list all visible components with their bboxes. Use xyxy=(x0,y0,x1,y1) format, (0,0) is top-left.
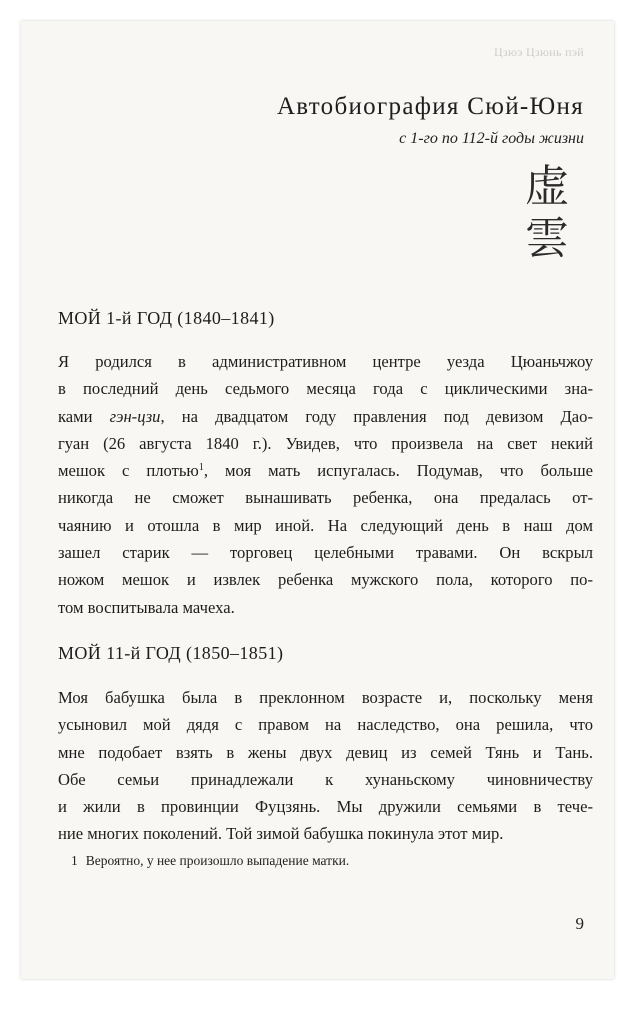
section-heading-year-11: МОЙ 11-й ГОД (1850–1851) xyxy=(58,643,284,663)
text-line: мне подобает взять в жены двух девиц из семей Тянь и Тань. xyxy=(58,742,593,762)
text-line: Моя бабушка была в преклонном возрасте и, поскольку меня xyxy=(58,688,593,707)
text-line: в последний день седьмого месяца года с циклическими зна- xyxy=(58,379,593,399)
chapter-title: Автобиография Сюй-Юня xyxy=(276,93,584,120)
running-head: Цзюэ Цзюнь пэй xyxy=(494,45,584,59)
italic-term: гэн-цзи xyxy=(109,406,161,426)
text-line: Я родился в административном центре уезда Цюаньчжоу xyxy=(58,352,593,371)
footnote xyxy=(71,853,349,869)
chinese-name-glyphs xyxy=(522,161,572,265)
text-line: ножом мешок и извлек ребенка мужского пола, которого по- xyxy=(58,570,593,590)
glyph-yun: 雲 xyxy=(525,213,569,264)
footnote-reference[interactable]: 1 xyxy=(198,462,204,474)
text-line: и жили в провинции Фуцзянь. Мы дружили семьями в тече- xyxy=(58,797,593,817)
footnote-text: Вероятно, у нее произошло выпадение матки. xyxy=(85,853,350,868)
text-line: зашел старик — торговец целебными травами. Он вскрыл xyxy=(58,543,593,563)
glyph-xu: 虚 xyxy=(525,161,569,212)
text-line: ками гэн-цзи, на двадцатом году правления под девизом Дао- xyxy=(58,406,593,426)
paragraph-year-1 xyxy=(58,348,593,621)
section-heading-year-1: МОЙ 1-й ГОД (1840–1841) xyxy=(58,308,275,328)
footnote-number: 1 xyxy=(71,853,78,868)
chapter-subtitle: с 1-го по 112-й годы жизни xyxy=(399,130,584,147)
text-line: никогда не сможет вынашивать ребенка, она предалась от- xyxy=(58,488,593,508)
text-line: чаянию и отошла в мир иной. На следующий день в наш дом xyxy=(58,515,593,535)
text-line: ние многих поколений. Той зимой бабушка покинула этот мир. xyxy=(58,824,504,844)
text-line: том воспитывала мачеха. xyxy=(58,597,235,617)
book-page xyxy=(21,21,614,979)
text-line: гуан (26 августа 1840 г.). Увидев, что произвела на свет некий xyxy=(58,433,593,453)
text-line: мешок с плотью$^1$, моя мать испугалась. Подумав, что больше xyxy=(58,461,593,481)
text-line: Обе семьи принадлежали к хунаньскому чиновничеству xyxy=(58,769,593,789)
text-line: усыновил мой дядя с правом на наследство, она решила, что xyxy=(58,715,593,735)
paragraph-year-11 xyxy=(58,684,593,848)
page-number: 9 xyxy=(575,914,584,933)
